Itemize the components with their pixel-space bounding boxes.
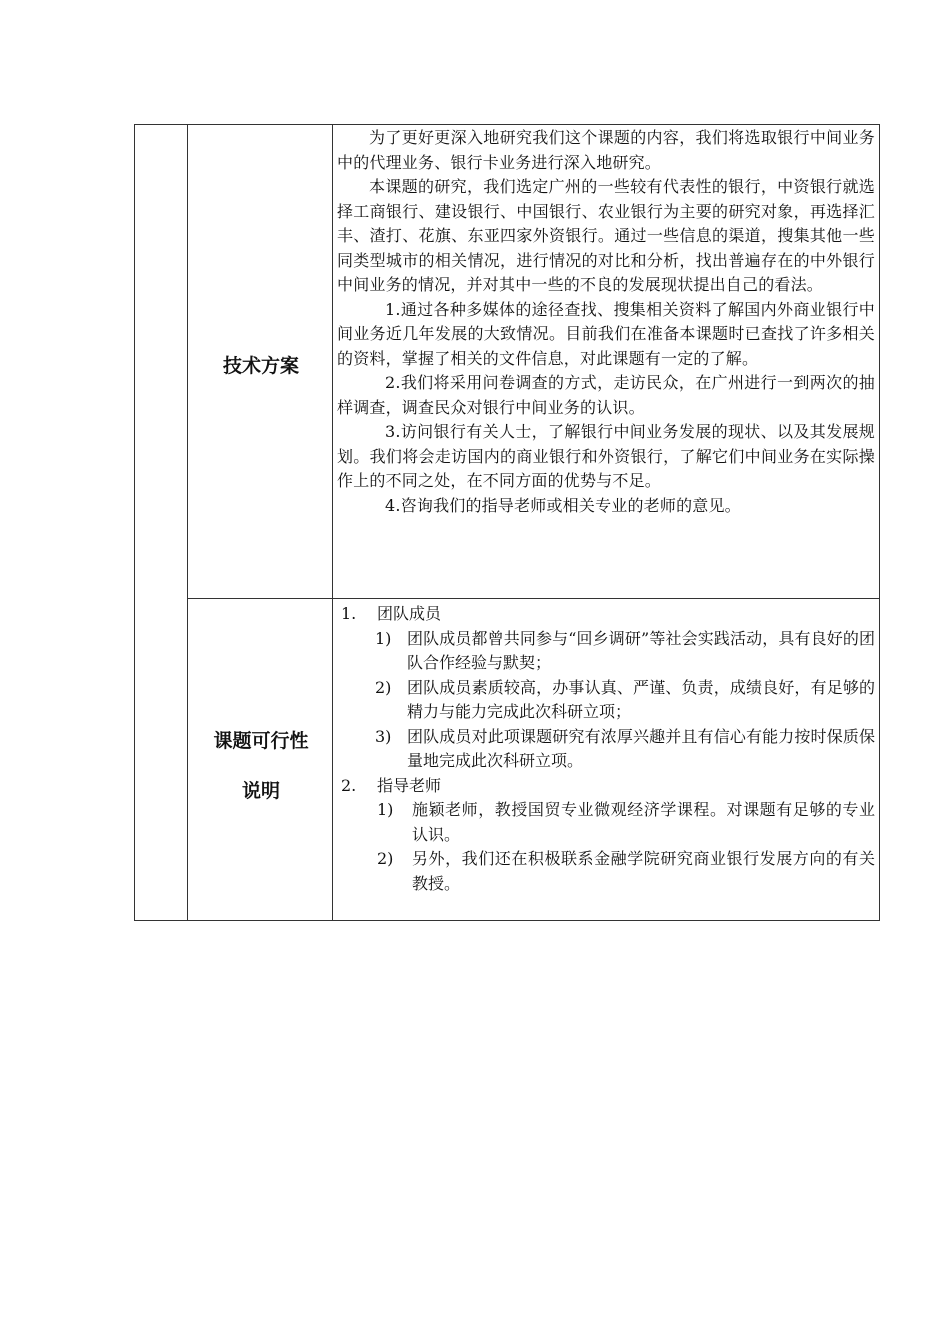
row-label-explanation: 说明 [241, 780, 280, 802]
paragraph: 2.我们将采用问卷调查的方式，走访民众，在广州进行一到两次的抽样调查，调查民众对银行中间业务的认识。 [337, 373, 875, 417]
paragraph: 4.咨询我们的指导老师或相关专业的老师的意见。 [385, 495, 741, 515]
paragraph: 1.通过各种多媒体的途径查找、搜集相关资料了解国内外商业银行中间业务近几年发展的大致情况。目前我们在准备本课题时已查找了许多相关的资料，掌握了相关的文件信息，对此课题有一定的了解。 [337, 299, 875, 368]
list-item-text: 另外，我们还在积极联系金融学院研究商业银行发展方向的有关教授。 [412, 849, 875, 893]
list-marker: 3) [375, 726, 392, 746]
list-item-text: 团队成员对此项课题研究有浓厚兴趣并且有信心有能力按时保质保量地完成此次科研立项。 [407, 726, 875, 770]
row-divider [187, 598, 879, 599]
paragraph: 3.访问银行有关人士，了解银行中间业务发展的现状、以及其发展规划。我们将会走访国内的商业银行和外资银行，了解它们中间业务在实际操作上的不同之处，在不同方面的优势与不足。 [337, 422, 875, 490]
section-title: 团队成员 [377, 604, 442, 623]
column-divider-1 [187, 125, 188, 920]
technical-plan-content [337, 126, 875, 518]
list-item [337, 676, 875, 725]
list-item-text: 团队成员素质较高，办事认真、严谨、负责，成绩良好，有足够的精力与能力完成此次科研立项； [407, 677, 875, 721]
list-item-text: 施颖老师，教授国贸专业微观经济学课程。对课题有足够的专业认识。 [412, 800, 875, 844]
row-label-technical-plan: 技术方案 [222, 355, 299, 377]
list-marker: 1. [341, 604, 357, 623]
section-team-members [337, 602, 875, 627]
section-title: 指导老师 [377, 775, 442, 795]
list-marker: 2. [341, 775, 357, 795]
list-marker: 1) [375, 628, 392, 648]
row-label-feasibility: 课题可行性 [213, 730, 309, 752]
list-marker: 2) [377, 849, 394, 868]
list-item [337, 627, 875, 676]
list-item [337, 725, 875, 774]
section-advisors [337, 774, 875, 799]
list-marker: 2) [375, 677, 392, 697]
proposal-table [134, 124, 880, 921]
list-item [337, 798, 875, 847]
feasibility-content [337, 602, 875, 896]
list-item [337, 847, 875, 896]
list-marker: 1) [377, 800, 394, 819]
list-item-text: 团队成员都曾共同参与“回乡调研”等社会实践活动，具有良好的团队合作经验与默契； [407, 628, 875, 672]
paragraph: 本课题的研究，我们选定广州的一些较有代表性的银行，中资银行就选择工商银行、建设银行、中国银行、农业银行为主要的研究对象，再选择汇丰、渣打、花旗、东亚四家外资银行。通过一些信息的渠道，搜集其他一些同类型城市的相关情况，进行情况的对比和分析，找出普遍存在的中外银行中间业务的情况，并对其中一些的不良的发展现状提出自己的看法。 [337, 177, 875, 294]
paragraph: 为了更好更深入地研究我们这个课题的内容，我们将选取银行中间业务中的代理业务、银行卡业务进行深入地研究。 [337, 128, 875, 172]
